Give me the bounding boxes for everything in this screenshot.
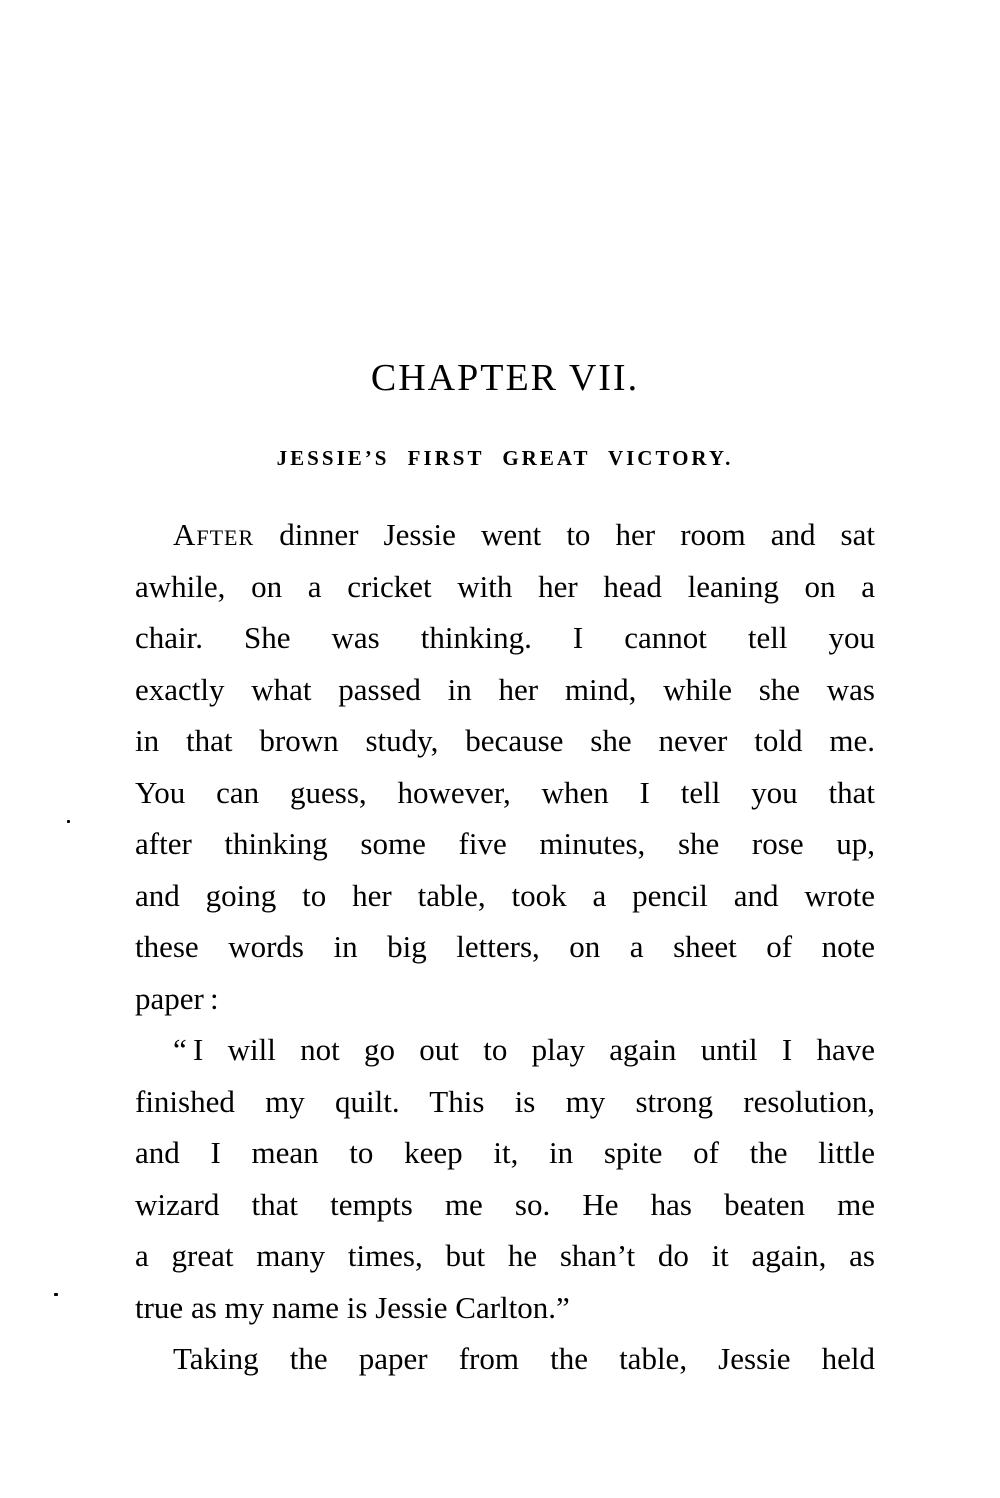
text-line: finished my quilt. This is my strong resolution, xyxy=(135,1083,875,1119)
body-text xyxy=(135,509,875,1385)
chapter-subtitle: JESSIE’S FIRST GREAT VICTORY. xyxy=(276,446,734,470)
text-line: “ I will not go out to play again until I have xyxy=(173,1032,875,1067)
text-line: paper : xyxy=(135,980,219,1016)
text-line: chair. She was thinking. I cannot tell you xyxy=(135,620,875,655)
text-line: You can guess, however, when I tell you that xyxy=(135,774,875,810)
scan-speckle xyxy=(67,820,70,823)
text-line xyxy=(135,509,875,561)
text-line: these words in big letters, on a sheet of note xyxy=(135,929,875,964)
text-line: and going to her table, took a pencil and wrote xyxy=(135,877,875,913)
text-line: Taking the paper from the table, Jessie held xyxy=(173,1341,875,1376)
text-line: after thinking some five minutes, she rose up, xyxy=(135,826,875,861)
text-line: exactly what passed in her mind, while she was xyxy=(135,671,875,707)
text-line: true as my name is Jessie Carlton.” xyxy=(135,1289,570,1325)
text-line-rest: dinner Jessie went to her room and sat xyxy=(254,517,875,552)
text-line: wizard that tempts me so. He has beaten me xyxy=(135,1186,875,1222)
scan-speckle xyxy=(54,1293,58,1296)
text-line: in that brown study, because she never told me. xyxy=(135,723,875,758)
text-line: a great many times, but he shan’t do it again, as xyxy=(135,1238,875,1273)
smallcaps-word: After xyxy=(173,517,255,552)
text-line: and I mean to keep it, in spite of the little xyxy=(135,1135,875,1170)
text-line: awhile, on a cricket with her head leaning on a xyxy=(135,568,875,604)
chapter-heading: CHAPTER VII. xyxy=(370,357,640,399)
